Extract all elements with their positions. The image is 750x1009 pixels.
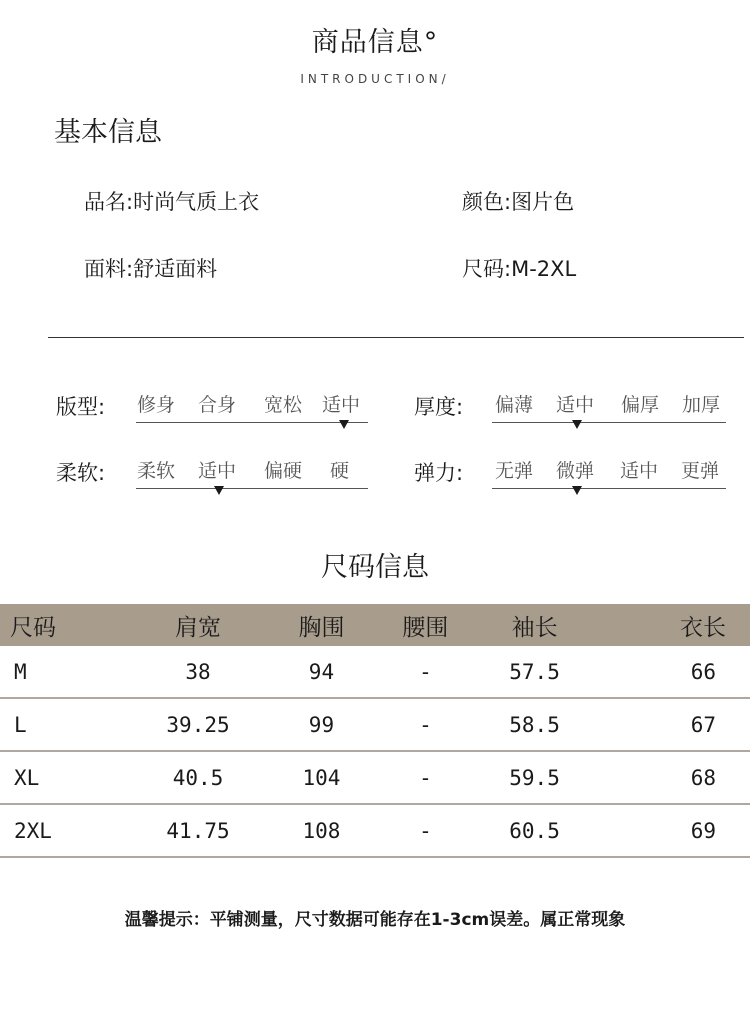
cell-waist: -: [373, 646, 477, 698]
header-length: 衣长: [592, 604, 750, 646]
table-row: [0, 698, 750, 751]
cell-sleeve: 57.5: [477, 646, 591, 698]
softness-scale-line: [136, 488, 368, 489]
fit-selected-marker: [339, 420, 349, 429]
cell-size: M: [0, 646, 127, 698]
cell-size: L: [0, 698, 127, 751]
cell-sleeve: 58.5: [477, 698, 591, 751]
cell-bust: 108: [269, 804, 373, 857]
header-size: 尺码: [0, 604, 127, 646]
cell-waist: -: [373, 698, 477, 751]
page-title: 商品信息°: [311, 27, 439, 58]
cell-bust: 104: [269, 751, 373, 804]
elasticity-option: 更弹: [681, 460, 720, 482]
thickness-label: 厚度:: [414, 395, 464, 419]
divider: [48, 337, 744, 338]
fit-scale-line: [136, 422, 368, 423]
elasticity-option: 无弹: [495, 460, 534, 482]
softness-selected-marker: [214, 486, 224, 495]
product-size-range: 尺码:M-2XL: [462, 257, 577, 281]
cell-length: 67: [592, 698, 750, 751]
basic-info-heading: 基本信息: [54, 117, 162, 148]
cell-shoulder: 38: [127, 646, 270, 698]
thickness-scale-line: [492, 422, 726, 423]
cell-shoulder: 41.75: [127, 804, 270, 857]
fit-label: 版型:: [56, 395, 106, 419]
cell-shoulder: 40.5: [127, 751, 270, 804]
cell-size: XL: [0, 751, 127, 804]
softness-label: 柔软:: [56, 461, 106, 485]
page-subtitle: INTRODUCTION/: [300, 72, 450, 86]
elasticity-label: 弹力:: [414, 461, 464, 485]
cell-size: 2XL: [0, 804, 127, 857]
cell-waist: -: [373, 751, 477, 804]
table-row: [0, 804, 750, 857]
thickness-option: 适中: [556, 394, 595, 416]
elasticity-selected-marker: [572, 486, 582, 495]
thickness-selected-marker: [572, 420, 582, 429]
fit-option: 宽松: [264, 394, 303, 416]
header-sleeve: 袖长: [477, 604, 591, 646]
cell-length: 69: [592, 804, 750, 857]
table-row: [0, 751, 750, 804]
cell-bust: 94: [269, 646, 373, 698]
header-bust: 胸围: [269, 604, 373, 646]
elasticity-option: 微弹: [556, 460, 595, 482]
cell-sleeve: 60.5: [477, 804, 591, 857]
cell-length: 68: [592, 751, 750, 804]
fit-option: 适中: [322, 394, 361, 416]
size-chart-title: 尺码信息: [321, 552, 429, 583]
product-name: 品名:时尚气质上衣: [84, 190, 260, 214]
measurement-tip: 温馨提示：平铺测量，尺寸数据可能存在1-3cm误差。属正常现象: [124, 910, 626, 930]
thickness-option: 偏薄: [495, 394, 534, 416]
cell-length: 66: [592, 646, 750, 698]
size-table-header: [0, 604, 750, 646]
fit-option: 修身: [137, 394, 176, 416]
cell-waist: -: [373, 804, 477, 857]
thickness-option: 偏厚: [621, 394, 660, 416]
softness-option: 适中: [198, 460, 237, 482]
cell-bust: 99: [269, 698, 373, 751]
softness-option: 偏硬: [264, 460, 303, 482]
table-row: [0, 646, 750, 698]
elasticity-scale-line: [492, 488, 726, 489]
fit-option: 合身: [198, 394, 237, 416]
header-waist: 腰围: [373, 604, 477, 646]
elasticity-option: 适中: [620, 460, 659, 482]
softness-option: 柔软: [137, 460, 176, 482]
product-color: 颜色:图片色: [462, 190, 575, 214]
header-shoulder: 肩宽: [127, 604, 270, 646]
thickness-option: 加厚: [682, 394, 721, 416]
cell-sleeve: 59.5: [477, 751, 591, 804]
size-table: [0, 604, 750, 858]
cell-shoulder: 39.25: [127, 698, 270, 751]
product-fabric: 面料:舒适面料: [84, 257, 218, 281]
softness-option: 硬: [330, 460, 350, 482]
